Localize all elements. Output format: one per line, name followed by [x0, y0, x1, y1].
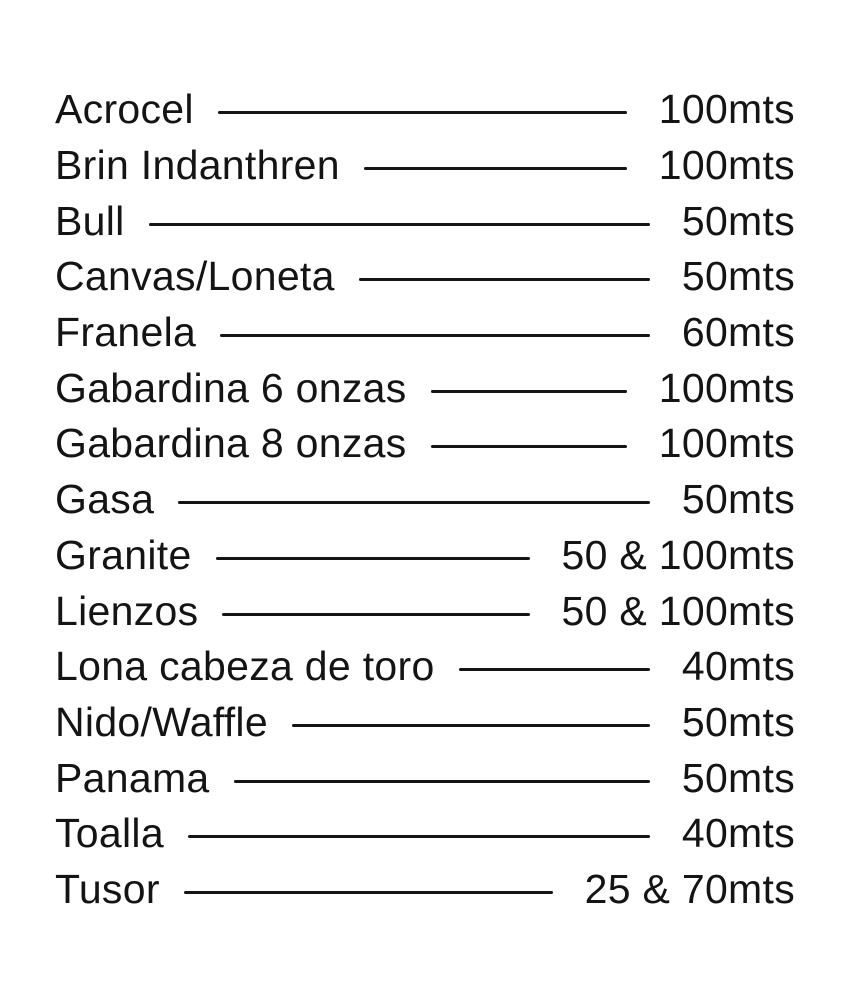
- fabric-name: Gasa: [55, 476, 155, 523]
- list-item: [55, 583, 795, 639]
- list-item: [55, 416, 795, 472]
- fabric-length: 50mts: [681, 476, 795, 523]
- list-item: [55, 138, 795, 194]
- fabric-length: 50mts: [681, 754, 795, 801]
- fabric-name: Lona cabeza de toro: [55, 643, 435, 690]
- leader-line: [459, 668, 650, 671]
- leader-line: [431, 445, 627, 448]
- fabric-length: 100mts: [658, 142, 795, 189]
- list-item: [55, 360, 795, 416]
- fabric-name: Brin Indanthren: [55, 142, 340, 189]
- leader-line: [364, 167, 627, 170]
- leader-line: [188, 835, 650, 838]
- fabric-length: 40mts: [681, 810, 795, 857]
- fabric-name: Toalla: [55, 810, 164, 857]
- list-item: [55, 639, 795, 695]
- leader-line: [359, 278, 650, 281]
- fabric-name: Acrocel: [55, 86, 194, 133]
- fabric-name: Franela: [55, 309, 197, 356]
- fabric-length: 60mts: [681, 309, 795, 356]
- list-item: [55, 82, 795, 138]
- leader-line: [218, 111, 627, 114]
- leader-line: [216, 557, 530, 560]
- list-item: [55, 305, 795, 361]
- leader-line: [222, 613, 529, 616]
- fabric-length: 50 & 100mts: [561, 531, 795, 578]
- fabric-length: 40mts: [681, 643, 795, 690]
- leader-line: [184, 891, 553, 894]
- leader-line: [234, 780, 650, 783]
- fabric-length: 100mts: [658, 420, 795, 467]
- leader-line: [178, 501, 650, 504]
- fabric-name: Lienzos: [55, 587, 199, 634]
- fabric-length: 50 & 100mts: [561, 587, 795, 634]
- list-item: [55, 472, 795, 528]
- list-item: [55, 862, 795, 918]
- fabric-name: Gabardina 6 onzas: [55, 364, 407, 411]
- list-item: [55, 249, 795, 305]
- leader-line: [220, 334, 650, 337]
- fabric-name: Bull: [55, 197, 125, 244]
- fabric-length: 100mts: [658, 86, 795, 133]
- leader-line: [149, 223, 650, 226]
- fabric-name: Panama: [55, 754, 210, 801]
- fabric-length: 50mts: [681, 698, 795, 745]
- fabric-length: 100mts: [658, 364, 795, 411]
- fabric-length: 25 & 70mts: [584, 865, 795, 912]
- fabric-name: Granite: [55, 531, 192, 578]
- fabric-name: Canvas/Loneta: [55, 253, 335, 300]
- list-item: [55, 528, 795, 584]
- fabric-length: 50mts: [681, 197, 795, 244]
- fabric-length: 50mts: [681, 253, 795, 300]
- fabric-name: Gabardina 8 onzas: [55, 420, 407, 467]
- list-item: [55, 750, 795, 806]
- fabric-name: Tusor: [55, 865, 160, 912]
- list-item: [55, 806, 795, 862]
- leader-line: [292, 724, 650, 727]
- fabric-name: Nido/Waffle: [55, 698, 268, 745]
- list-item: [55, 695, 795, 751]
- leader-line: [431, 390, 627, 393]
- list-item: [55, 193, 795, 249]
